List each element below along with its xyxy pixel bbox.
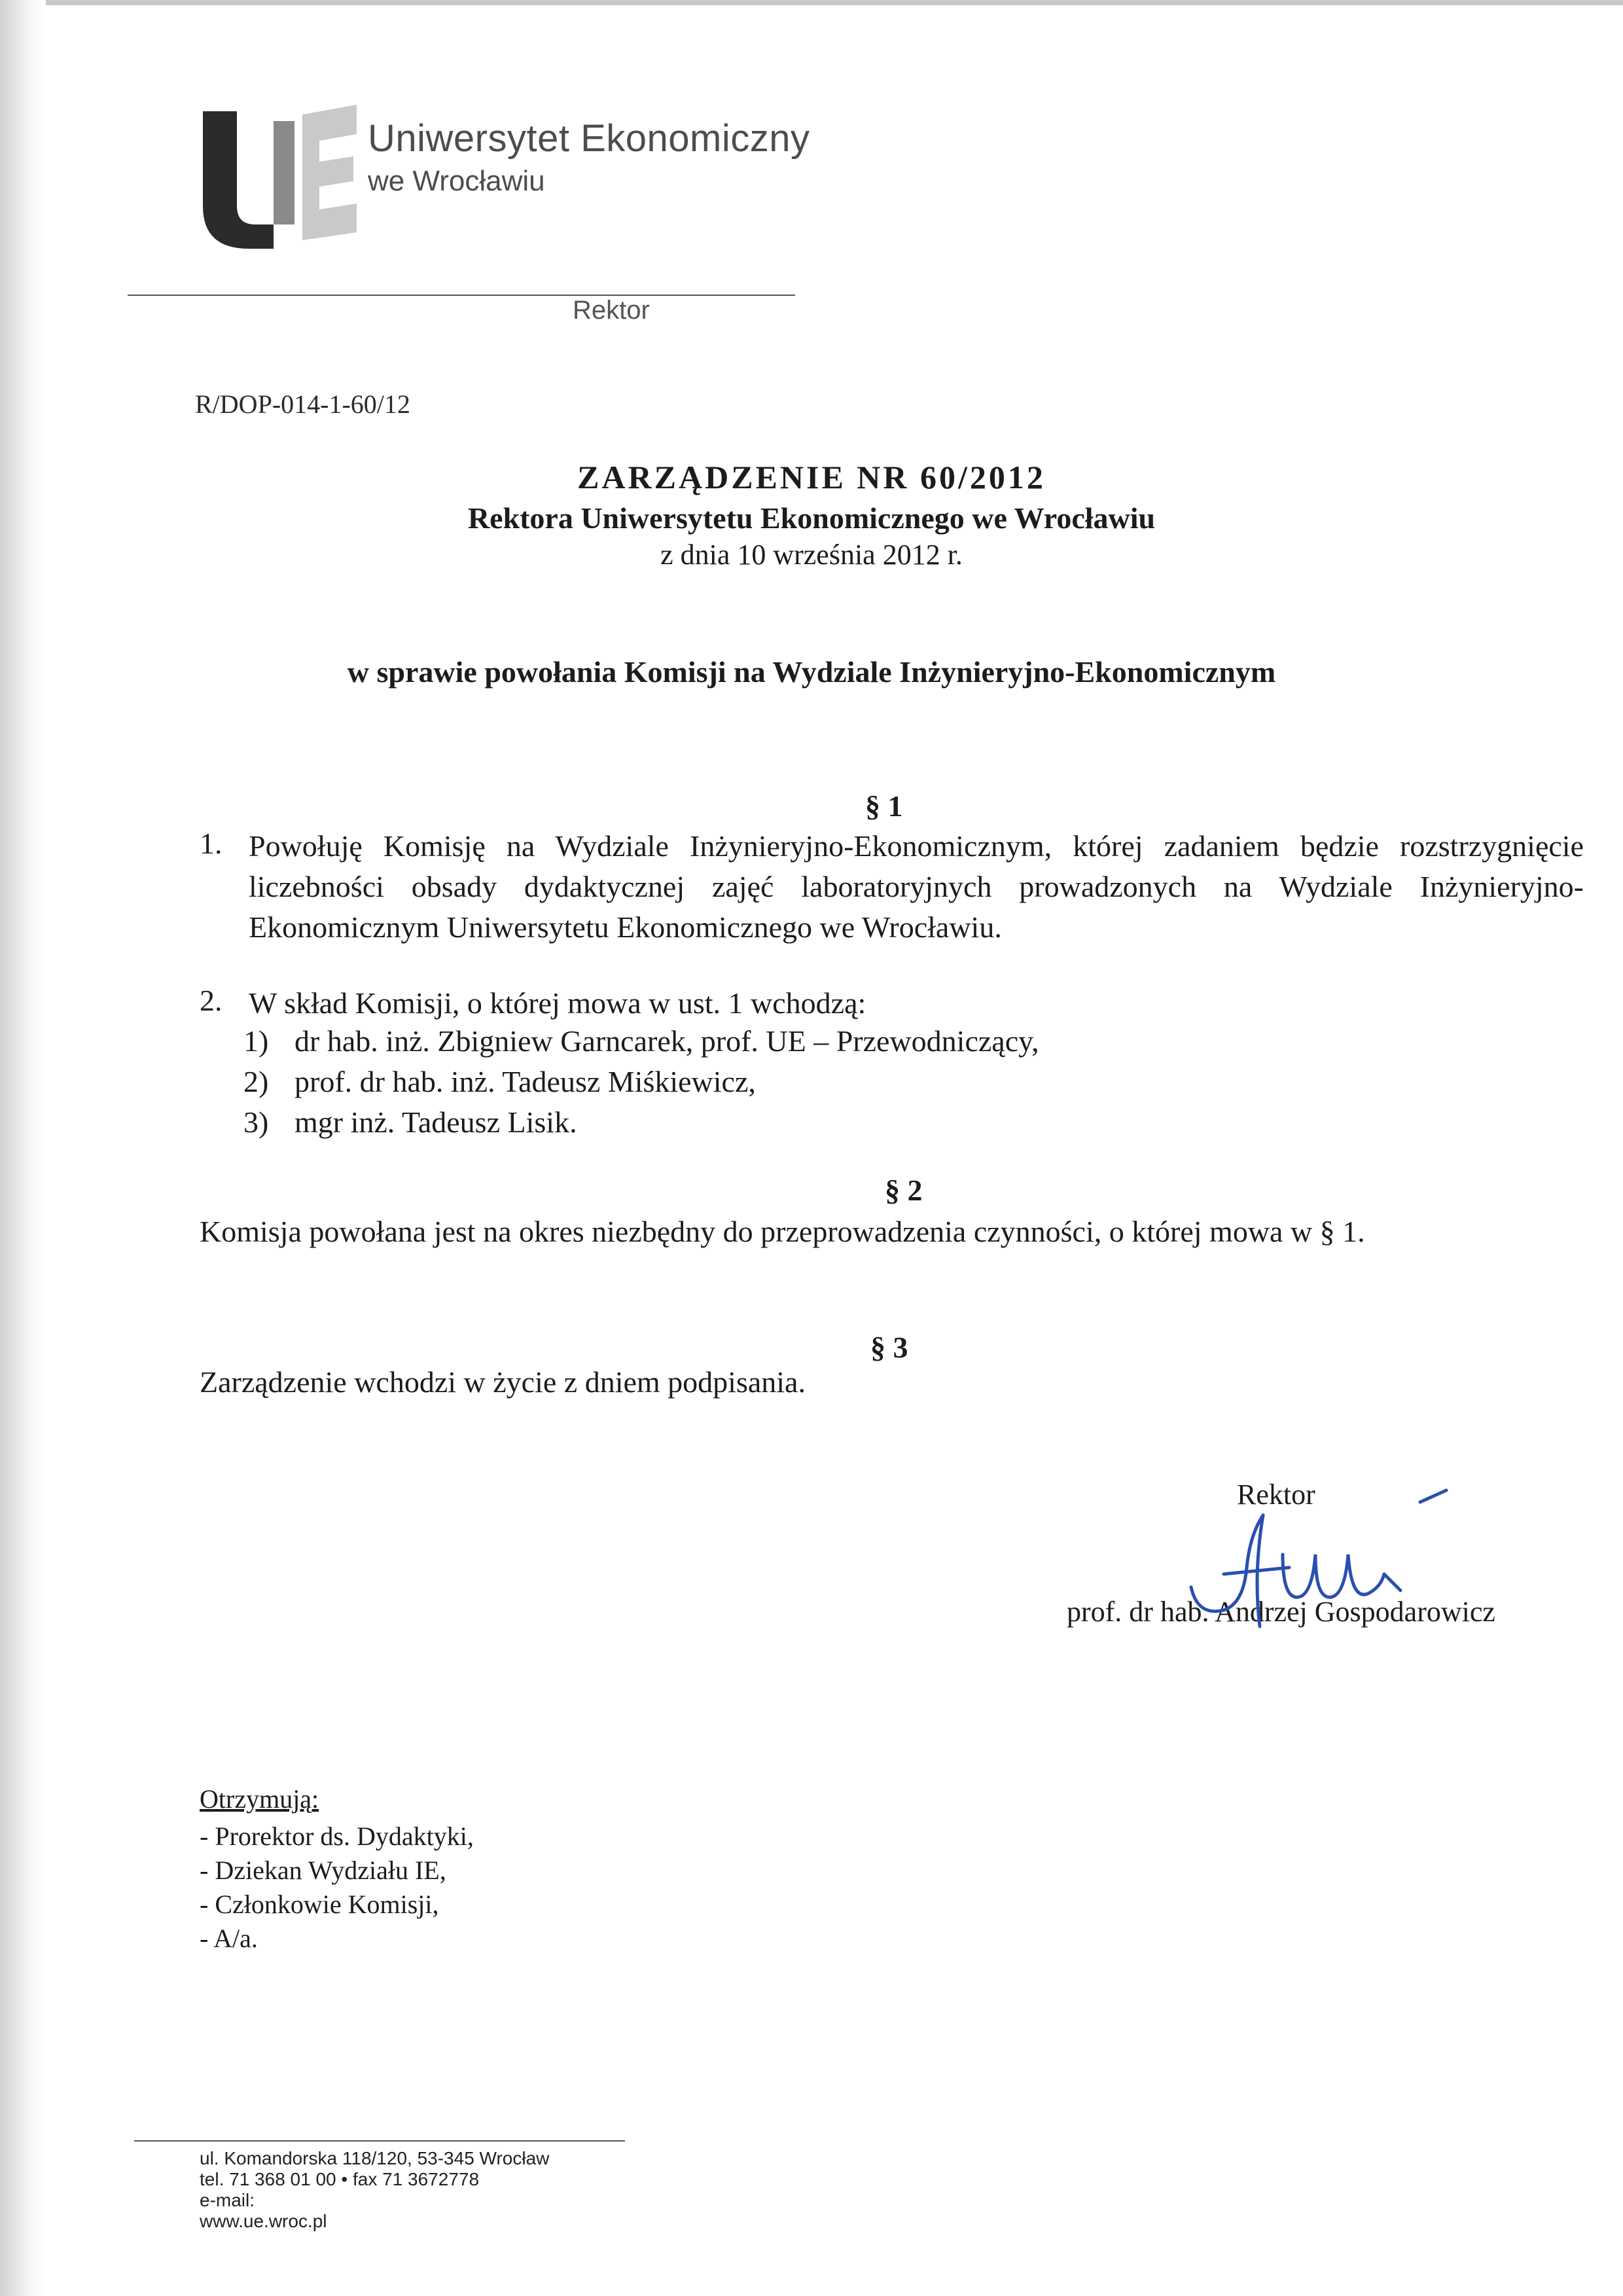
member-3-number: 3): [243, 1105, 269, 1139]
point-1-number: 1.: [200, 827, 223, 860]
document-date: z dnia 10 września 2012 r.: [660, 539, 963, 571]
footer-website: www.ue.wroc.pl: [200, 2211, 327, 2231]
university-name: Uniwersytet Ekonomiczny: [368, 117, 810, 160]
header-divider: [128, 295, 795, 296]
recipients-list: [200, 1820, 474, 1956]
point-2-text: W skład Komisji, o której mowa w ust. 1 wchodzą:: [249, 986, 866, 1020]
recipient-item: - Dziekan Wydziału IE,: [200, 1856, 446, 1885]
university-logo: [196, 101, 360, 252]
section-1-heading: § 1: [865, 789, 903, 823]
member-1-number: 1): [243, 1024, 269, 1058]
university-city: we Wrocławiu: [368, 165, 545, 197]
member-2-name: prof. dr hab. inż. Tadeusz Miśkiewicz,: [294, 1065, 756, 1098]
recipients-title: Otrzymują:: [200, 1784, 319, 1814]
document-issuer: Rektora Uniwersytetu Ekonomicznego we Wrocławiu: [467, 501, 1156, 535]
handwritten-signature: [1185, 1476, 1459, 1633]
point-2-number: 2.: [200, 984, 223, 1017]
recipient-item: - Członkowie Komisji,: [200, 1890, 439, 1919]
section-3-heading: § 3: [870, 1331, 908, 1364]
member-1-name: dr hab. inż. Zbigniew Garncarek, prof. UE – Przewodniczący,: [294, 1024, 1039, 1058]
recipient-item: - Prorektor ds. Dydaktyki,: [200, 1821, 474, 1851]
recipient-item: - A/a.: [200, 1924, 258, 1953]
footer-phone: tel. 71 368 01 00 • fax 71 3672778: [200, 2169, 480, 2189]
document-subject: w sprawie powołania Komisji na Wydziale Inżynieryjno-Ekonomicznym: [347, 655, 1276, 689]
footer-email: e-mail:: [200, 2190, 255, 2210]
document-title: ZARZĄDZENIE NR 60/2012: [577, 459, 1046, 495]
point-1-text: Powołuję Komisję na Wydziale Inżynieryjno-Ekonomicznym, której zadaniem będzie rozstrzygnięcie liczebności obsady dydaktycznej zajęć laboratoryjnych prowadzonych na Wydziale Inżynieryjno-Ekonomicznym Uniwersytetu Ekonomicznego we Wrocławiu.: [249, 829, 1584, 944]
signatory-name: prof. dr hab. Andrzej Gospodarowicz: [1067, 1596, 1495, 1628]
section-2-heading: § 2: [885, 1174, 923, 1207]
footer-address: ul. Komandorska 118/120, 53-345 Wrocław: [200, 2148, 550, 2168]
member-2-number: 2): [243, 1065, 269, 1098]
scan-top-edge: [0, 0, 1623, 5]
section-3-text: Zarządzenie wchodzi w życie z dniem podpisania.: [200, 1365, 806, 1399]
footer-divider: [134, 2140, 625, 2142]
footer-contact: [200, 2148, 549, 2232]
scan-left-edge: [0, 0, 46, 2296]
section-2-text: Komisja powołana jest na okres niezbędny do przeprowadzenia czynności, o której mowa w § 1.: [200, 1215, 1365, 1248]
document-reference: R/DOP-014-1-60/12: [195, 389, 410, 419]
office-label: Rektor: [573, 296, 650, 325]
member-3-name: mgr inż. Tadeusz Lisik.: [294, 1105, 577, 1139]
signature-title: Rektor: [1237, 1479, 1315, 1511]
